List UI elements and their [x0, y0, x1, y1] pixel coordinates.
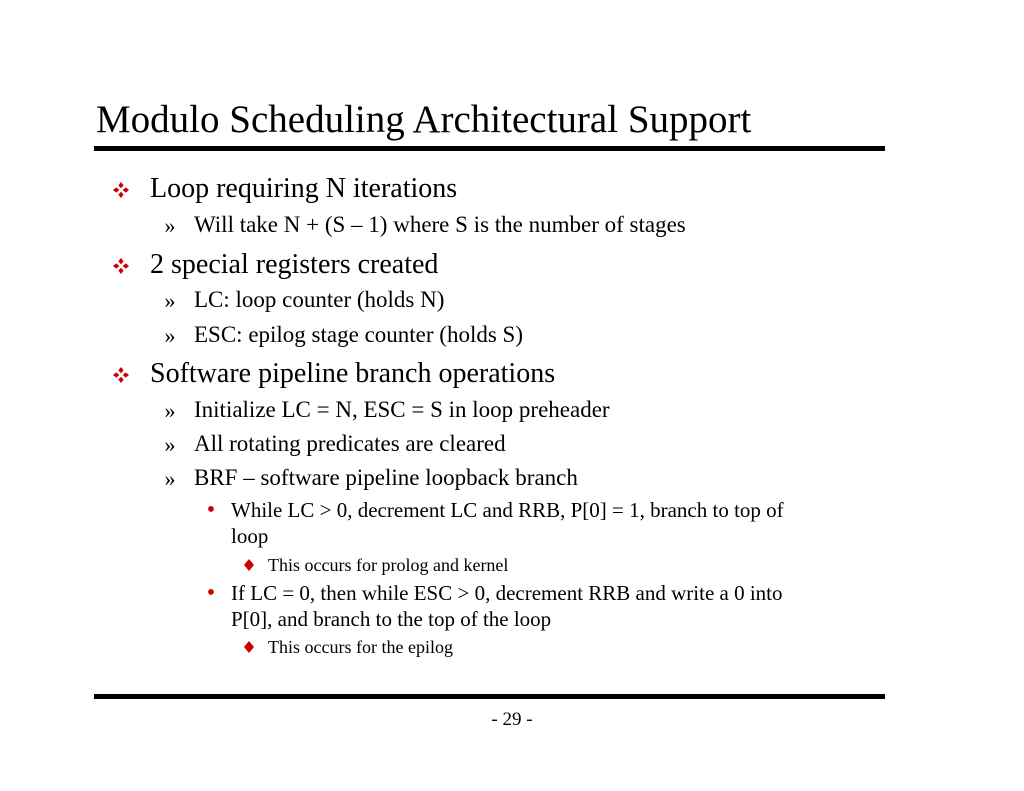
sub-bullet-stages: Will take N + (S – 1) where S is the number of stages: [194, 212, 686, 237]
diamond-bullet-icon: [112, 257, 130, 275]
slide-title: Modulo Scheduling Architectural Support: [96, 98, 752, 141]
bullet-while-lc-line1: While LC > 0, decrement LC and RRB, P[0] = 1, branch to top of: [231, 498, 784, 522]
dot-bullet-icon: •: [206, 497, 216, 523]
small-diamond-bullet-icon: [243, 558, 255, 572]
sub-bullet-brf: BRF – software pipeline loopback branch: [194, 465, 578, 490]
bullet-loop-iterations: Loop requiring N iterations: [150, 173, 458, 204]
chevron-bullet-icon: »: [164, 288, 176, 313]
bullet-pipeline-branch: Software pipeline branch operations: [150, 358, 556, 389]
title-divider: [94, 146, 885, 151]
bullet-while-lc-line2: loop: [231, 524, 269, 548]
chevron-bullet-icon: »: [164, 323, 176, 348]
sub-bullet-lc: LC: loop counter (holds N): [194, 287, 445, 312]
diamond-bullet-icon: [112, 366, 130, 384]
bullet-epilog: This occurs for the epilog: [268, 637, 453, 657]
sub-bullet-predicates: All rotating predicates are cleared: [194, 431, 506, 456]
bullet-prolog-kernel: This occurs for prolog and kernel: [268, 555, 509, 575]
bullet-special-registers: 2 special registers created: [150, 249, 439, 280]
dot-bullet-icon: •: [206, 580, 216, 606]
chevron-bullet-icon: »: [164, 432, 176, 457]
chevron-bullet-icon: »: [164, 398, 176, 423]
diamond-bullet-icon: [112, 181, 130, 199]
chevron-bullet-icon: »: [164, 213, 176, 238]
footer-divider: [94, 694, 885, 699]
small-diamond-bullet-icon: [243, 640, 255, 654]
bullet-if-lc-line2: P[0], and branch to the top of the loop: [231, 607, 552, 631]
bullet-if-lc-line1: If LC = 0, then while ESC > 0, decrement RRB and write a 0 into: [231, 581, 783, 605]
sub-bullet-esc: ESC: epilog stage counter (holds S): [194, 322, 523, 347]
sub-bullet-initialize: Initialize LC = N, ESC = S in loop preheader: [194, 397, 610, 422]
chevron-bullet-icon: »: [164, 466, 176, 491]
page-number: - 29 -: [491, 709, 533, 730]
